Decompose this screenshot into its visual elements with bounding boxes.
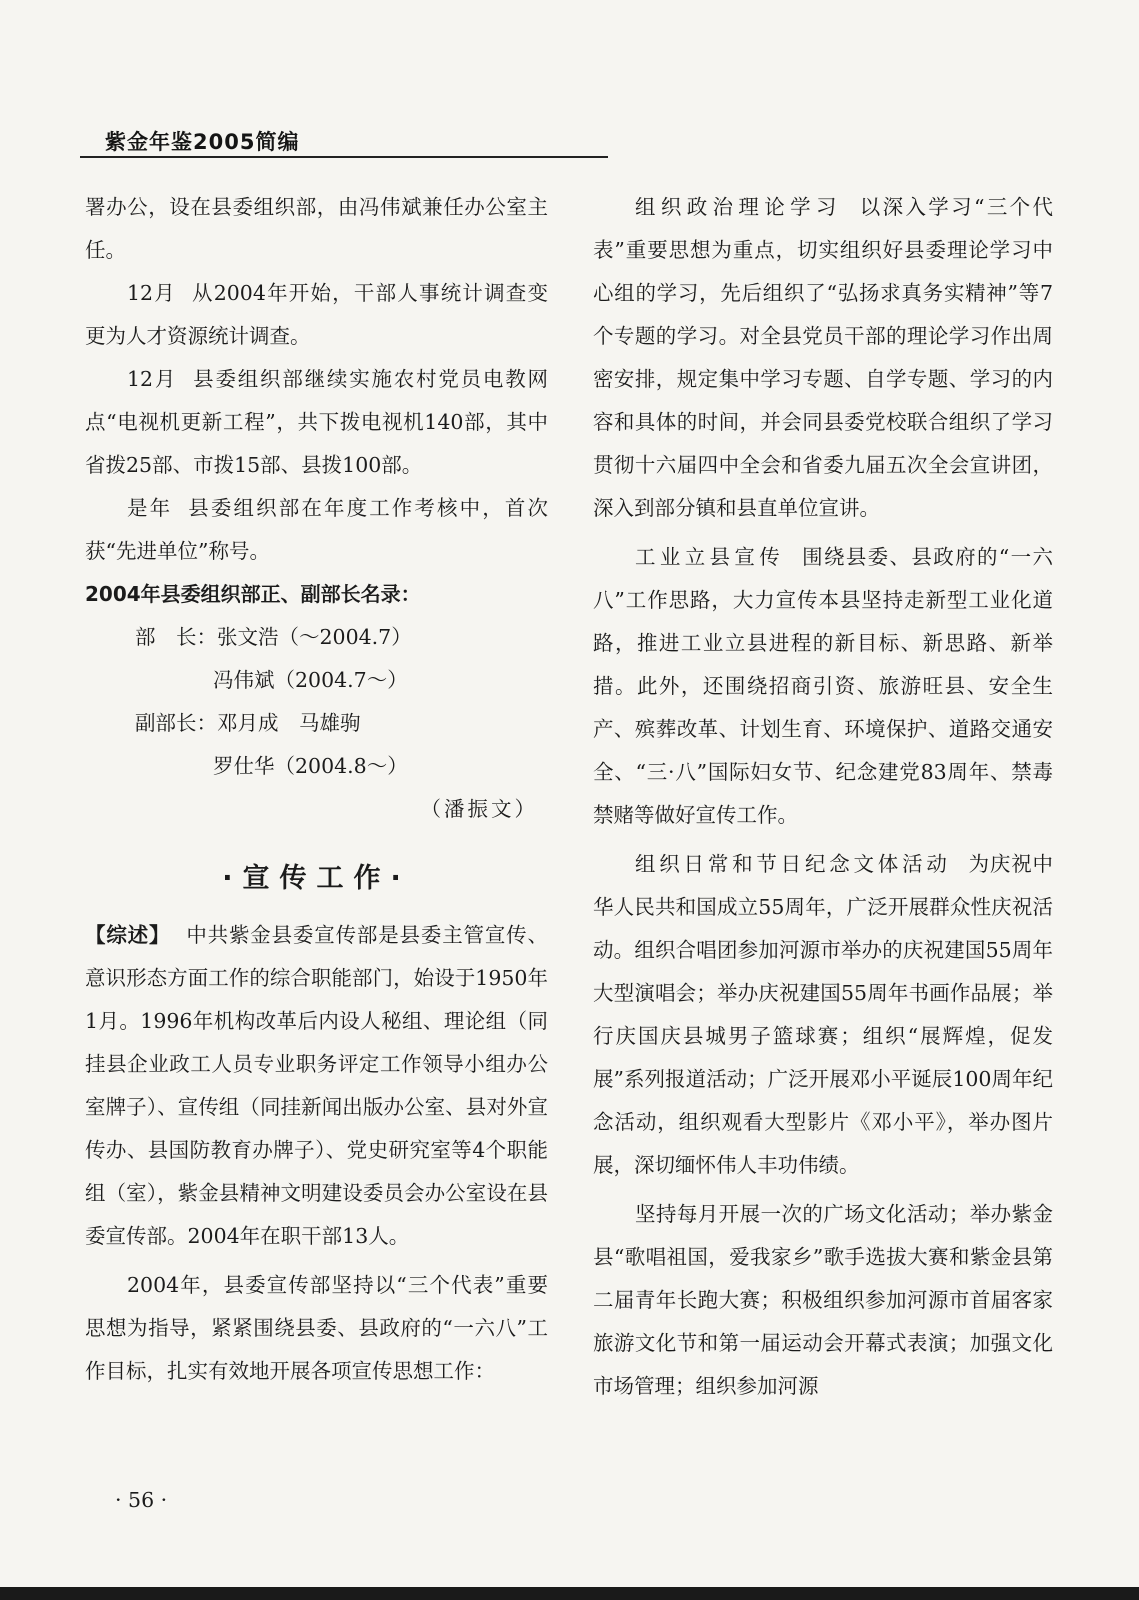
paragraph-square-culture: 坚持每月开展一次的广场文化活动；举办紫金县“歌唱祖国，爱我家乡”歌手选拔大赛和紫金县第二届青年长跑大赛；积极组织参加河源市首届客家旅游文化节和第一届运动会开幕式表演；加强文化市场管理；组织参加河源 bbox=[593, 1202, 1053, 1398]
names-list-title: 2004年县委组织部正、副部长名录： bbox=[85, 582, 421, 606]
topic-industry-publicity bbox=[593, 536, 1053, 837]
event-text: 从2004年开始，干部人事统计调查变更为人才资源统计调查。 bbox=[85, 281, 549, 348]
event-year bbox=[85, 487, 548, 573]
topic-text: 围绕县委、县政府的“一六八”工作思路，大力宣传本县坚持走新型工业化道路，推进工业立县进程的新目标、新思路、新举措。此外，还围绕招商引资、旅游旺县、安全生产、殡葬改革、计划生育、环境保护、道路交通安全、“三·八”国际妇女节、纪念建党83周年、禁毒禁赌等做好宣传工作。 bbox=[593, 545, 1053, 827]
right-column bbox=[593, 186, 1053, 1408]
event-date: 是年 bbox=[127, 496, 173, 520]
event-date: 12月 bbox=[127, 281, 176, 305]
summary-label: 【综述】 bbox=[85, 923, 171, 947]
author-credit: （潘振文） bbox=[420, 797, 538, 821]
event-text: 县委组织部继续实施农村党员电教网点“电视机更新工程”，共下拨电视机140部，其中省拨25部、市拨15部、县拨100部。 bbox=[85, 367, 548, 477]
header-rule bbox=[80, 156, 608, 158]
summary-paragraph bbox=[85, 914, 548, 1258]
paragraph-continuation: 署办公，设在县委组织部，由冯伟斌兼任办公室主任。 bbox=[85, 195, 548, 262]
event-date: 12月 bbox=[127, 367, 178, 391]
topic-text: 为庆祝中华人民共和国成立55周年，广泛开展群众性庆祝活动。组织合唱团参加河源市举办的庆祝建国55周年大型演唱会；举办庆祝建国55周年书画作品展；举行庆国庆县城男子篮球赛；组织“展辉煌，促发展”系列报道活动；广泛开展邓小平诞辰100周年纪念活动，组织观看大型影片《邓小平》，举办图片展，深切缅怀伟人丰功伟绩。 bbox=[593, 852, 1053, 1177]
running-head: 紫金年鉴2005简编 bbox=[105, 130, 300, 154]
page-number: · 56 · bbox=[115, 1488, 168, 1512]
names-list-row: 冯伟斌（2004.7～） bbox=[213, 668, 408, 692]
summary-text: 中共紫金县委宣传部是县委主管宣传、意识形态方面工作的综合职能部门，始设于1950年1月。1996年机构改革后内设人秘组、理论组（同挂县企业政工人员专业职务评定工作领导小组办公室牌子）、宣传组（同挂新闻出版办公室、县对外宣传办、县国防教育办牌子）、党史研究室等4个职能组（室），紫金县精神文明建设委员会办公室设在县委宣传部。2004年在职干部13人。 bbox=[85, 923, 549, 1248]
event-dec-1 bbox=[85, 272, 548, 358]
paragraph-2004: 2004年，县委宣传部坚持以“三个代表”重要思想为指导，紧紧围绕县委、县政府的“一六八”工作目标，扎实有效地开展各项宣传思想工作： bbox=[85, 1273, 548, 1383]
topic-title: 组织政治理论学习 bbox=[635, 195, 842, 219]
names-list-row: 副部长：邓月成 马雄驹 bbox=[135, 711, 361, 735]
names-list-row: 罗仕华（2004.8～） bbox=[213, 754, 408, 778]
topic-text: 以深入学习“三个代表”重要思想为重点，切实组织好县委理论学习中心组的学习，先后组织了“弘扬求真务实精神”等7个专题的学习。对全县党员干部的理论学习作出周密安排，规定集中学习专题、自学专题、学习的内容和具体的时间，并会同县委党校联合组织了学习贯彻十六届四中全会和省委九届五次全会宣讲团，深入到部分镇和县直单位宣讲。 bbox=[593, 195, 1054, 520]
topic-theory-study bbox=[593, 186, 1053, 530]
event-text: 县委组织部在年度工作考核中，首次获“先进单位”称号。 bbox=[85, 496, 549, 563]
topic-title: 组织日常和节日纪念文体活动 bbox=[635, 852, 951, 876]
event-dec-2 bbox=[85, 358, 548, 487]
section-title: ·宣传工作· bbox=[222, 863, 411, 894]
names-list-row: 部 长：张文浩（～2004.7） bbox=[135, 625, 412, 649]
left-column bbox=[85, 186, 548, 1393]
scan-edge bbox=[0, 1587, 1139, 1600]
topic-title: 工业立县宣传 bbox=[635, 545, 785, 569]
topic-cultural-activities bbox=[593, 843, 1053, 1187]
